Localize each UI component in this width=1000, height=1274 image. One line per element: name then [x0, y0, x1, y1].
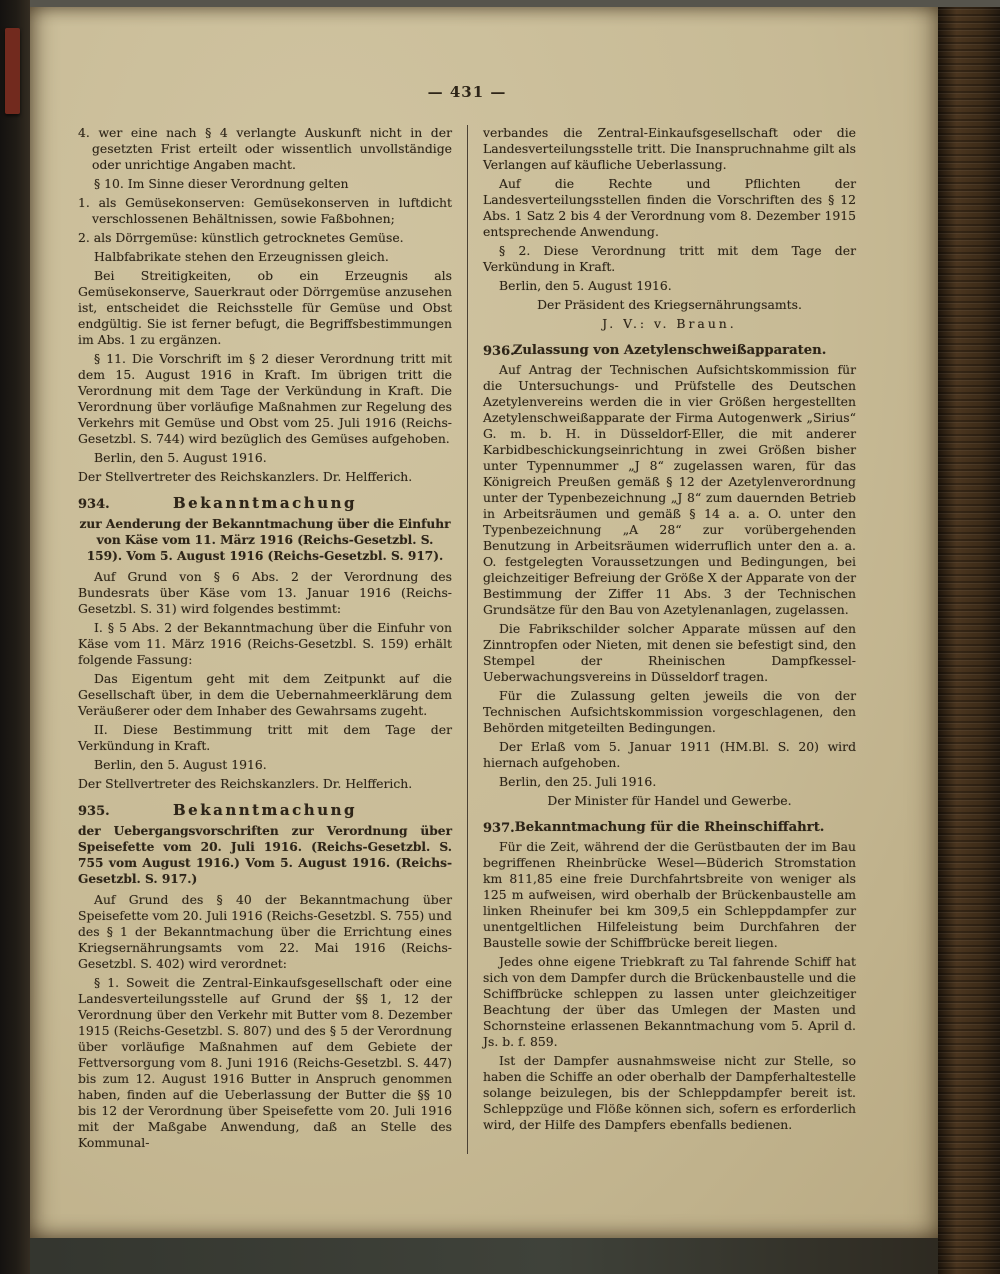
- paragraph: § 2. Diese Verordnung tritt mit dem Tage der Verkündung in Kraft.: [483, 243, 856, 274]
- paragraph: Die Fabrikschilder solcher Apparate müssen auf den Zinntropfen oder Nieten, mit denen sie befestigt sind, den Stempel der Rheinischen Dampfkessel-Ueberwachungsvereins in Düsseldorf tragen.: [483, 621, 856, 684]
- signature-line: Der Minister für Handel und Gewerbe.: [547, 793, 792, 808]
- right-column: [483, 125, 856, 1154]
- paragraph: § 1. Soweit die Zentral-Einkaufsgesellschaft oder eine Landesverteilungsstelle auf Grund der §§ 1, 12 der Verordnung über den Verkehr mit Butter vom 8. Dezember 1915 (Reichs-Gesetzbl. S. 807) und des § 5 der Verordnung über vorläufige Maßnahmen auf dem Gebiete der Fettversorgung vom 8. Juni 1916 (Reichs-Gesetzbl. S. 447) bis zum 12. August 1916 Butter in Anspruch genommen haben, finden auf die Ueberlassung der Butter die §§ 10 bis 12 der Verordnung über Speisefette vom 20. Juli 1916 mit der Maßgabe Anwendung, daß an Stelle des Kommunal-: [78, 975, 452, 1150]
- paragraph: § 10. Im Sinne dieser Verordnung gelten: [94, 176, 349, 191]
- dateline: Berlin, den 25. Juli 1916.: [499, 774, 657, 789]
- section-number: 937.: [483, 821, 515, 836]
- paragraph: Auf die Rechte und Pflichten der Landesverteilungsstellen finden die Vorschriften des § 12 Abs. 1 Satz 2 bis 4 der Verordnung vom 8. Dezember 1915 entsprechende Anwendung.: [483, 176, 856, 239]
- book-bottom-edge: [0, 1238, 1000, 1274]
- paragraph: Auf Grund von § 6 Abs. 2 der Verordnung des Bundesrats über Käse vom 13. Januar 1916 (Reichs-Gesetzbl. S. 31) wird folgendes bestimmt:: [78, 569, 452, 616]
- paragraph: Halbfabrikate stehen den Erzeugnissen gleich.: [94, 249, 389, 264]
- paragraph: Jedes ohne eigene Triebkraft zu Tal fahrende Schiff hat sich von dem Dampfer durch die Brückenbaustelle und die Schiffbrücke schleppen zu lassen unter gleichzeitiger Beachtung der über das Umlegen der Masten und Schornsteine erlassenen Bekanntmachung vom 5. April d. Js. b. f. 859.: [483, 954, 856, 1049]
- section-heading-934: [78, 495, 452, 513]
- section-heading-935: [78, 802, 452, 820]
- signature-line: Der Präsident des Kriegsernährungsamts.: [537, 297, 802, 312]
- book-page-stack-edge: [938, 0, 1000, 1274]
- paragraph: 2. als Dörrgemüse: künstlich getrocknetes Gemüse.: [78, 230, 404, 245]
- dateline: Berlin, den 5. August 1916.: [94, 450, 267, 465]
- signature-line: Der Stellvertreter des Reichskanzlers. Dr. Helfferich.: [78, 776, 413, 791]
- signature-line: J. V.: v. Braun.: [602, 316, 737, 331]
- section-number: 935.: [78, 804, 110, 819]
- page-number: — 431 —: [427, 83, 507, 101]
- paragraph: Für die Zulassung gelten jeweils die von der Technischen Aufsichtskommission vorgeschlagenen, den Behörden mitgeteilten Bedingungen.: [483, 688, 856, 735]
- dateline: Berlin, den 5. August 1916.: [499, 278, 672, 293]
- spine-red-band: [5, 28, 20, 114]
- book-top-edge: [0, 0, 1000, 7]
- section-heading-936: [483, 342, 856, 359]
- section-subtitle: der Uebergangsvorschriften zur Verordnung über Speisefette vom 20. Juli 1916. (Reichs-Gesetzbl. S. 755 vom August 1916.) Vom 5. August 1916. (Reichs-Gesetzbl. S. 917.): [78, 824, 452, 886]
- section-subtitle: zur Aenderung der Bekanntmachung über die Einfuhr von Käse vom 11. März 1916 (Reichs-Gesetzbl. S. 159). Vom 5. August 1916 (Reichs-Gesetzbl. S. 917).: [79, 517, 451, 563]
- two-column-layout: [78, 125, 856, 1154]
- left-column: [78, 125, 452, 1154]
- section-title: Bekanntmachung: [172, 801, 357, 819]
- section-heading-937: [483, 819, 856, 836]
- book-spine: [0, 0, 30, 1274]
- section-number: 936.: [483, 344, 515, 359]
- paragraph: Für die Zeit, während der die Gerüstbauten der im Bau begriffenen Rheinbrücke Wesel—Büderich Stromstation km 811,85 eine freie Durchfahrtsbreite von weniger als 125 m aufweisen, wird oberhalb der Brückenbaustelle am linken Rheinufer bei km 309,5 ein Schleppdampfer zur unentgeltlichen Hilfeleistung beim Durchfahren der Baustelle sowie der Schiffbrücke bereit liegen.: [483, 839, 856, 950]
- section-number: 934.: [78, 497, 110, 512]
- paragraph: 4. wer eine nach § 4 verlangte Auskunft nicht in der gesetzten Frist erteilt oder wissentlich unvollständige oder unrichtige Angaben macht.: [78, 125, 452, 172]
- paragraph: 1. als Gemüsekonserven: Gemüsekonserven in luftdicht verschlossenen Behältnissen, sowie Faßbohnen;: [78, 195, 452, 226]
- paragraph: § 11. Die Vorschrift im § 2 dieser Verordnung tritt mit dem 15. August 1916 in Kraft. Im übrigen tritt die Verordnung mit dem Tage der Verkündung in Kraft. Die Verordnung über vorläufige Maßnahmen zur Regelung des Verkehrs mit Gemüse und Obst vom 25. Juli 1916 (Reichs-Gesetzbl. S. 744) wird bezüglich des Gemüses aufgehoben.: [78, 351, 452, 446]
- scanned-page: [30, 7, 938, 1238]
- paragraph: Der Erlaß vom 5. Januar 1911 (HM.Bl. S. 20) wird hiernach aufgehoben.: [483, 739, 856, 770]
- paragraph: Bei Streitigkeiten, ob ein Erzeugnis als Gemüsekonserve, Sauerkraut oder Dörrgemüse anzusehen ist, entscheidet die Reichsstelle für Gemüse und Obst endgültig. Sie ist ferner befugt, die Begriffsbestimmungen im Abs. 1 zu ergänzen.: [78, 268, 452, 347]
- paragraph: Auf Grund des § 40 der Bekanntmachung über Speisefette vom 20. Juli 1916 (Reichs-Gesetzbl. S. 755) und des § 1 der Bekanntmachung über die Errichtung eines Kriegsernährungsamts vom 22. Mai 1916 (Reichs-Gesetzbl. S. 402) wird verordnet:: [78, 892, 452, 971]
- paragraph: Auf Antrag der Technischen Aufsichtskommission für die Untersuchungs- und Prüfstelle des Deutschen Azetylenvereins werden die in vier Größen hergestellten Azetylenschweißapparate der Firma Autogenwerk „Sirius“ G. m. b. H. in Düsseldorf-Eller, die mit anderer Karbidbeschickungseinrichtung in zwei Größen bisher unter Typennummer „J 8“ zugelassen waren, für das Königreich Preußen gemäß § 12 der Azetylenverordnung unter der Typenbezeichnung „J 8“ zum dauernden Betrieb in Arbeitsräumen und gemäß § 14 a. a. O. unter den Typenbezeichnung „A 28“ zur vorübergehenden Benutzung in Arbeitsräumen widerruflich unter den a. a. O. festgelegten Voraussetzungen und Bedingungen, bei gleichzeitiger Befreiung der Größe X der Apparate von der Bestimmung der Ziffer 11 Abs. 3 der Technischen Grundsätze für den Bau von Azetylenanlagen, zugelassen.: [483, 362, 856, 617]
- printed-area: [78, 83, 856, 1154]
- paragraph: Das Eigentum geht mit dem Zeitpunkt auf die Gesellschaft über, in dem die Uebernahmeerklärung dem Veräußerer oder dem Inhaber des Gewahrsams zugeht.: [78, 671, 452, 718]
- dateline: Berlin, den 5. August 1916.: [94, 757, 267, 772]
- section-title: Zulassung von Azetylenschweißapparaten.: [512, 343, 827, 358]
- paragraph: I. § 5 Abs. 2 der Bekanntmachung über die Einfuhr von Käse vom 11. März 1916 (Reichs-Gesetzbl. S. 159) erhält folgende Fassung:: [78, 620, 452, 667]
- column-divider-rule: [467, 125, 468, 1154]
- paragraph: II. Diese Bestimmung tritt mit dem Tage der Verkündung in Kraft.: [78, 722, 452, 753]
- signature-line: Der Stellvertreter des Reichskanzlers. Dr. Helfferich.: [78, 469, 413, 484]
- paragraph: Ist der Dampfer ausnahmsweise nicht zur Stelle, so haben die Schiffe an oder oberhalb der Dampferhaltestelle solange beizulegen, bis der Schleppdampfer bereit ist. Schleppzüge und Flöße können sich, sofern es erforderlich wird, der Hilfe des Dampfers ebenfalls bedienen.: [483, 1053, 856, 1132]
- section-title: Bekanntmachung: [172, 494, 357, 512]
- paragraph: verbandes die Zentral-Einkaufsgesellschaft oder die Landesverteilungsstelle tritt. Die Inanspruchnahme gilt als Verlangen auf käufliche Ueberlassung.: [483, 125, 856, 172]
- section-title: Bekanntmachung für die Rheinschiffahrt.: [514, 820, 825, 835]
